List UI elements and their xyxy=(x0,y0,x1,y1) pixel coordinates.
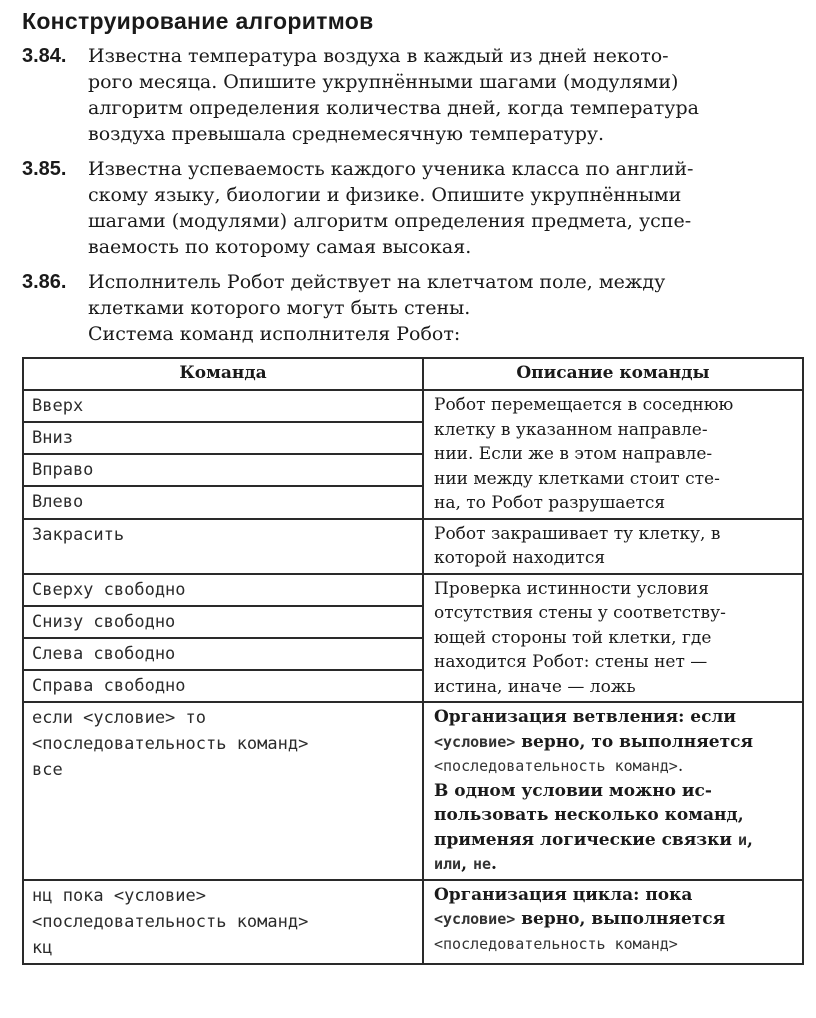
code-line: нц пока <условие> xyxy=(32,885,206,906)
command-cell-up: Вверх xyxy=(23,390,423,422)
desc-line: Организация ветвления: если xyxy=(434,707,737,727)
command-cell-if xyxy=(23,702,423,880)
desc-line: Организация цикла: пока xyxy=(434,884,693,905)
task-line: рого месяца. Опишите укрупнёнными шагами (модулями) xyxy=(88,71,679,93)
task-text xyxy=(88,156,798,260)
code-token: или xyxy=(434,855,462,873)
command-cell-loop xyxy=(23,880,423,964)
desc-line xyxy=(434,730,792,755)
desc-line: Робот перемещается в соседнюю xyxy=(434,395,734,415)
desc-line: пользовать несколько команд, xyxy=(434,805,744,825)
desc-line xyxy=(434,754,792,779)
desc-line: Проверка истинности условия xyxy=(434,578,709,599)
desc-fragment: верно, то выполняется xyxy=(515,731,754,752)
table-row xyxy=(23,702,803,880)
move-description-cell xyxy=(423,390,803,519)
desc-fragment: верно, выполняется xyxy=(515,909,726,929)
desc-line: Робот закрашивает ту клетку, в xyxy=(434,523,721,544)
desc-line: В одном условии можно ис- xyxy=(434,780,712,801)
command-cell-bottom-free: Снизу свободно xyxy=(23,606,423,638)
task-number: 3.84. xyxy=(22,45,67,67)
desc-line: на, то Робот разрушается xyxy=(434,493,666,513)
command-cell-right-free: Справа свободно xyxy=(23,670,423,702)
task-3-85 xyxy=(22,156,798,260)
paint-description-cell xyxy=(423,519,803,574)
task-text xyxy=(88,43,798,147)
code-token: <последовательность команд> xyxy=(434,934,678,953)
task-line: шагами (модулями) алгоритм определения предмета, успе- xyxy=(88,210,692,232)
if-description-cell xyxy=(423,702,803,880)
desc-line: нии. Если же в этом направле- xyxy=(434,444,713,464)
command-cell-down: Вниз xyxy=(23,422,423,454)
desc-line: клетку в указанном направле- xyxy=(434,419,708,440)
task-line: скому языку, биологии и физике. Опишите укрупнёнными xyxy=(88,184,682,206)
task-line: воздуха превышала среднемесячную температуру. xyxy=(88,123,605,145)
task-line: алгоритм определения количества дней, когда температура xyxy=(88,97,699,119)
task-line: Известна успеваемость каждого ученика класса по англий- xyxy=(88,158,694,180)
task-line: Исполнитель Робот действует на клетчатом поле, между xyxy=(88,271,666,293)
loop-description-cell xyxy=(423,880,803,964)
desc-fragment: , xyxy=(747,829,753,850)
command-cell-top-free: Сверху свободно xyxy=(23,574,423,606)
task-3-86 xyxy=(22,269,798,347)
command-cell-left: Влево xyxy=(23,486,423,518)
task-line: Известна температура воздуха в каждый из дней некото- xyxy=(88,45,669,67)
desc-fragment: . xyxy=(677,756,684,776)
code-token: <последовательность команд> xyxy=(434,757,678,775)
task-line: клетками которого могут быть стены. xyxy=(88,297,471,319)
code-line: <последовательность команд> xyxy=(32,911,309,932)
desc-line: ющей стороны той клетки, где xyxy=(434,627,712,648)
desc-fragment: , xyxy=(461,854,473,874)
task-3-84 xyxy=(22,43,798,147)
desc-fragment: применяя логические связки xyxy=(434,829,738,850)
section-heading: Конструирование алгоритмов xyxy=(22,8,374,34)
desc-line xyxy=(434,828,792,853)
check-description-cell xyxy=(423,574,803,703)
code-token: <условие> xyxy=(434,732,516,751)
desc-line xyxy=(434,932,792,957)
code-line: если <условие> то xyxy=(32,708,206,728)
desc-line: нии между клетками стоит сте- xyxy=(434,468,720,489)
table-row xyxy=(23,574,803,606)
table-row xyxy=(23,390,803,422)
task-text xyxy=(88,269,798,347)
code-token: и xyxy=(737,830,747,849)
table-row xyxy=(23,880,803,964)
code-token: <условие> xyxy=(434,910,516,928)
desc-fragment: . xyxy=(491,854,497,874)
header-description: Описание команды xyxy=(423,358,803,390)
code-line: <последовательность команд> xyxy=(32,734,309,754)
task-line: ваемость по которому самая высокая. xyxy=(88,236,472,258)
desc-line xyxy=(434,907,792,932)
desc-line xyxy=(434,852,792,877)
command-cell-right: Вправо xyxy=(23,454,423,486)
command-cell-paint: Закрасить xyxy=(23,519,423,574)
task-line: Система команд исполнителя Робот: xyxy=(88,323,461,345)
task-number: 3.85. xyxy=(22,158,67,180)
table-header-row xyxy=(23,358,803,390)
table-row xyxy=(23,519,803,574)
desc-line: отсутствия стены у соответству- xyxy=(434,603,726,623)
code-token: не xyxy=(472,855,491,873)
code-line: все xyxy=(32,760,63,780)
task-number: 3.86. xyxy=(22,271,67,293)
desc-line: истина, иначе — ложь xyxy=(434,676,636,697)
robot-command-table xyxy=(22,357,804,965)
desc-line: находится Робот: стены нет — xyxy=(434,652,708,672)
header-command: Команда xyxy=(23,358,423,390)
code-line: кц xyxy=(32,937,53,958)
command-cell-left-free: Слева свободно xyxy=(23,638,423,670)
desc-line: которой находится xyxy=(434,548,606,568)
